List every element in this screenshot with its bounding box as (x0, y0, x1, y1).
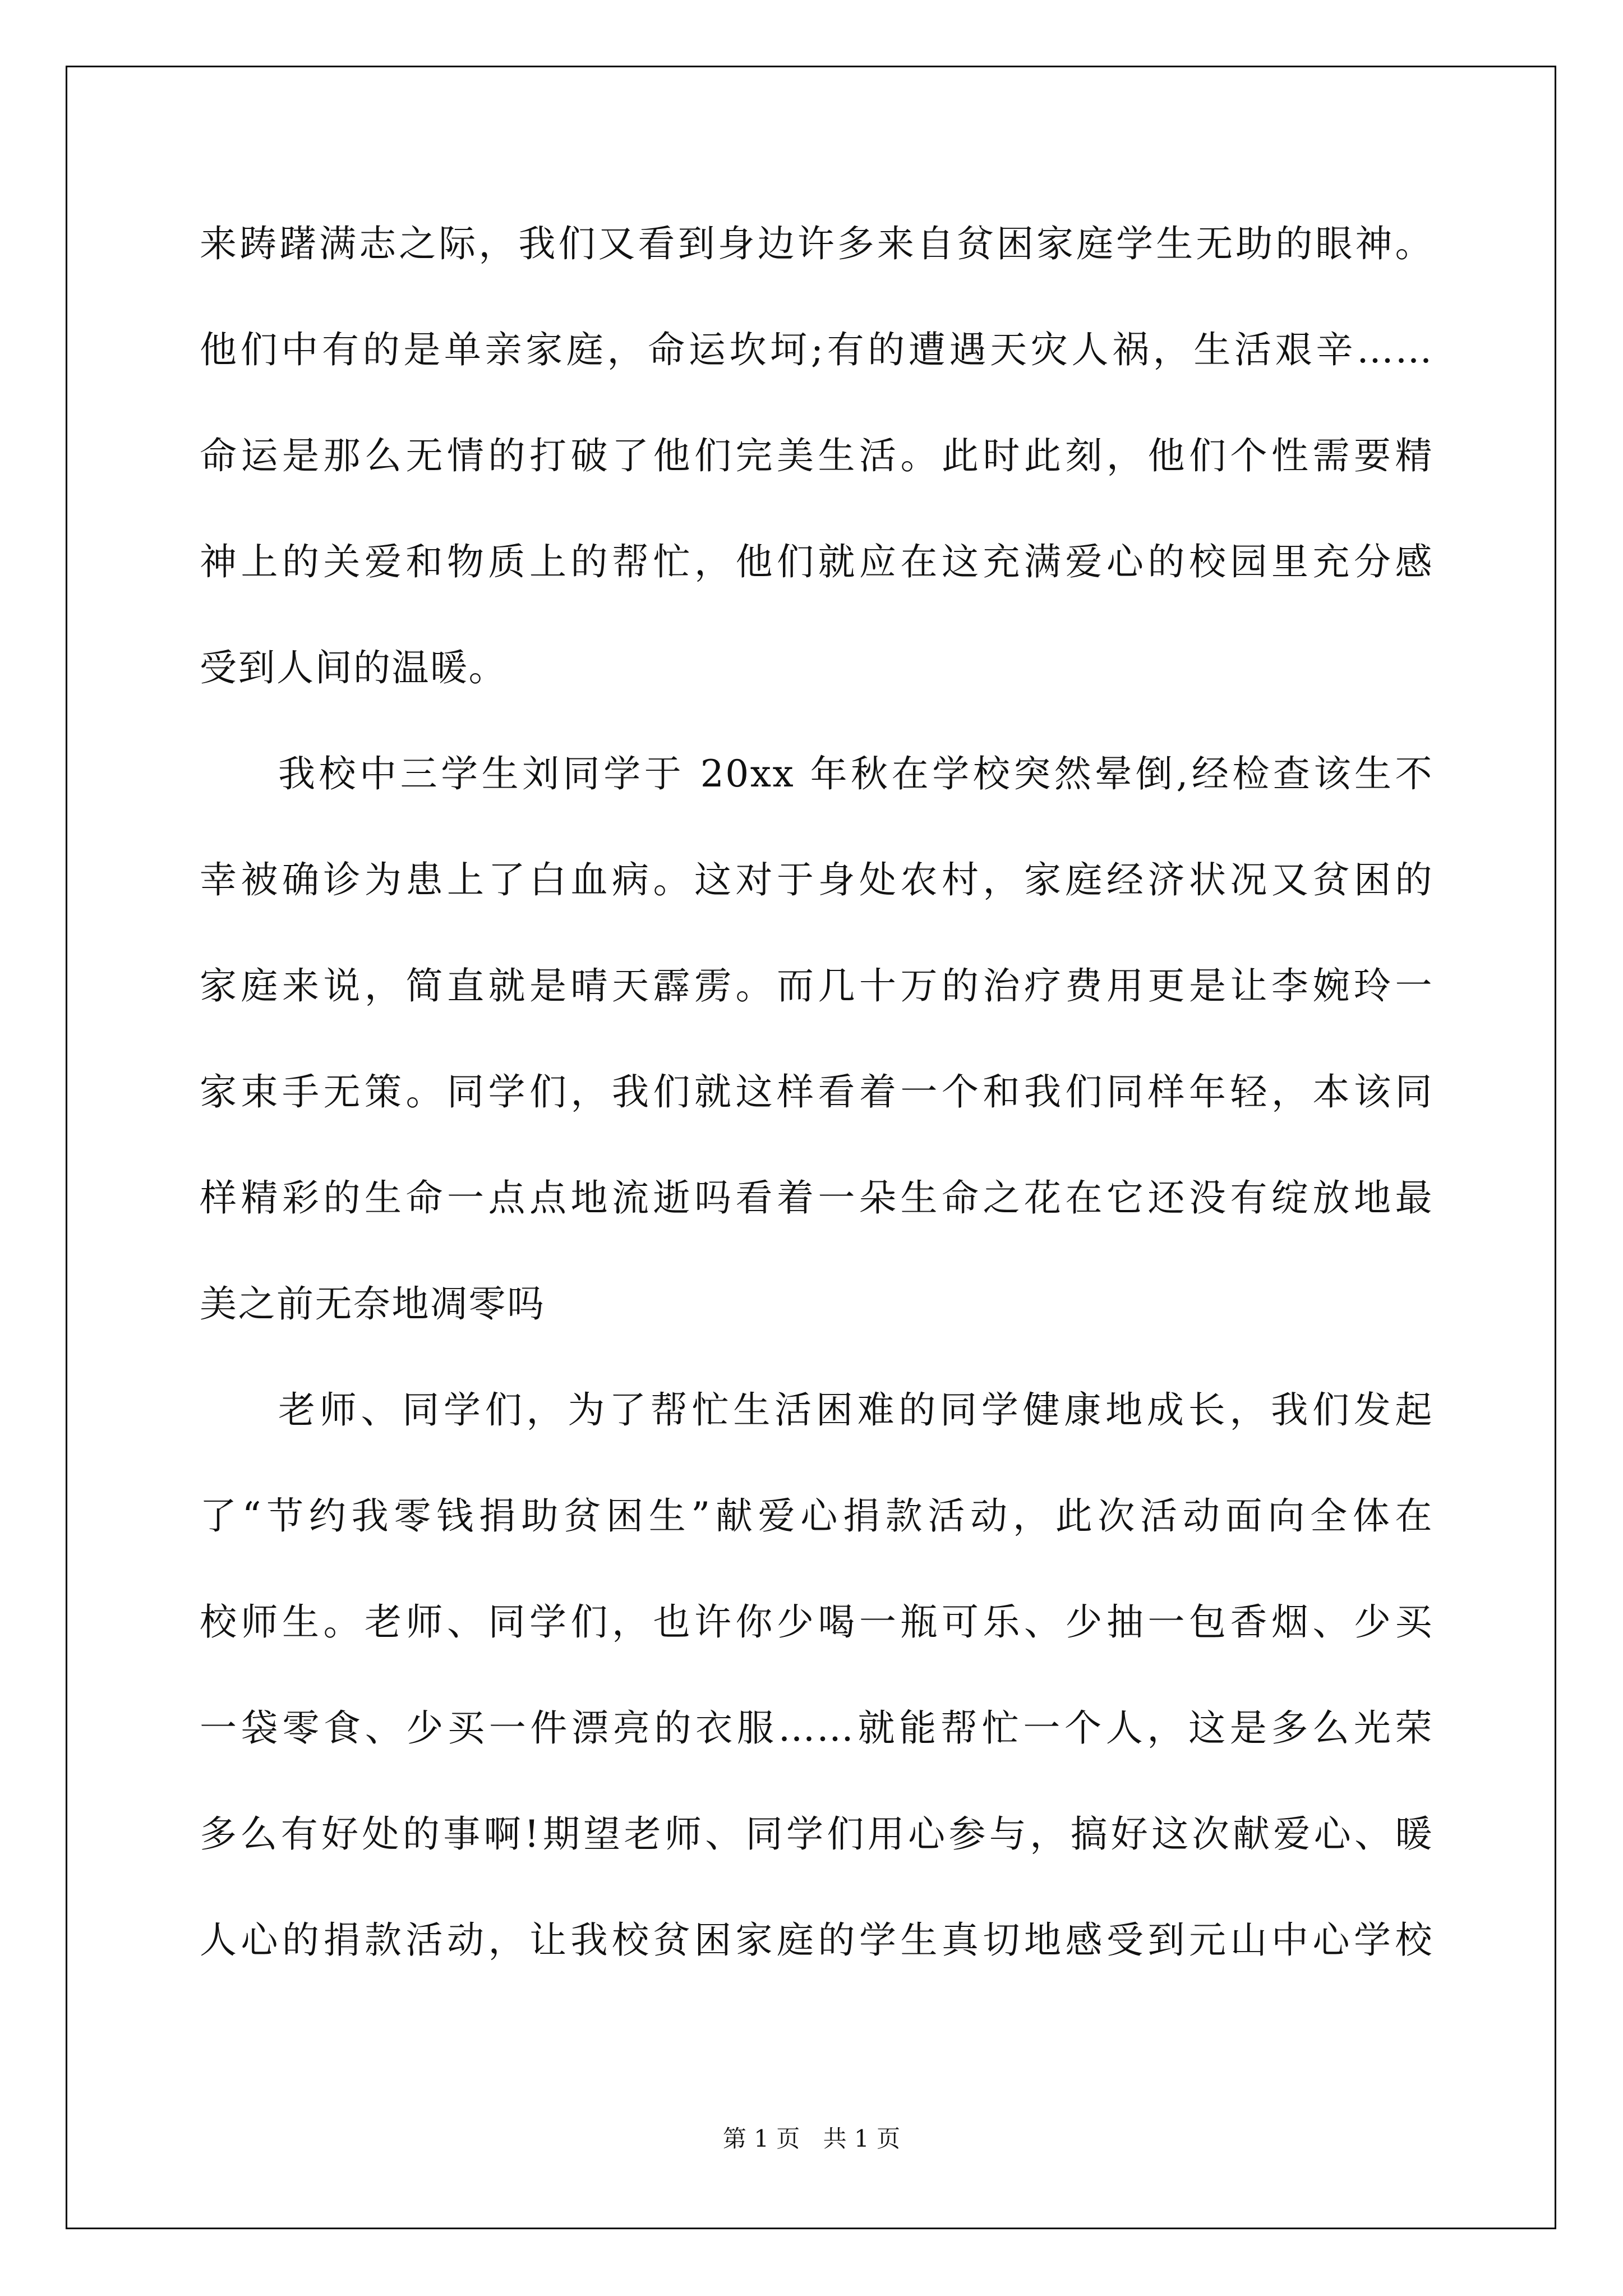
text-line: 神上的关爱和物质上的帮忙，他们就应在这充满爱心的校园里充分感 (200, 540, 1433, 583)
text-line: 幸被确诊为患上了白血病。这对于身处农村，家庭经济状况又贫困的 (200, 858, 1433, 901)
text-line: 校师生。老师、同学们，也许你少喝一瓶可乐、少抽一包香烟、少买 (200, 1600, 1433, 1644)
text-line: 美之前无奈地凋零吗 (200, 1282, 546, 1326)
text-line: 他们中有的是单亲家庭，命运坎坷;有的遭遇天灾人祸，生活艰辛…… (200, 328, 1433, 371)
text-line: 人心的捐款活动，让我校贫困家庭的学生真切地感受到元山中心学校 (200, 1918, 1433, 1962)
document-body (200, 191, 1433, 1993)
page-footer (0, 2120, 1623, 2154)
text-line: 样精彩的生命一点点地流逝吗看着一朵生命之花在它还没有绽放地最 (200, 1176, 1433, 1220)
page-total: 共 1 页 (823, 2125, 901, 2152)
text-line: 多么有好处的事啊!期望老师、同学们用心参与，搞好这次献爱心、暖 (200, 1812, 1433, 1856)
text-line: 家庭来说，简直就是晴天霹雳。而几十万的治疗费用更是让李婉玲一 (200, 964, 1433, 1007)
text-line: 受到人间的温暖。 (200, 646, 507, 689)
text-line: 来踌躇满志之际，我们又看到身边许多来自贫困家庭学生无助的眼神。 (200, 222, 1433, 265)
text-line: 我校中三学生刘同学于 20xx 年秋在学校突然晕倒,经检查该生不 (278, 752, 1433, 795)
text-line: 命运是那么无情的打破了他们完美生活。此时此刻，他们个性需要精 (200, 434, 1433, 477)
text-line: 一袋零食、少买一件漂亮的衣服……就能帮忙一个人，这是多么光荣 (200, 1706, 1433, 1750)
text-line: 老师、同学们，为了帮忙生活困难的同学健康地成长，我们发起 (278, 1388, 1433, 1432)
text-line: 家束手无策。同学们，我们就这样看着一个和我们同样年轻，本该同 (200, 1070, 1433, 1114)
text-line: 了“节约我零钱捐助贫困生”献爱心捐款活动，此次活动面向全体在 (200, 1494, 1433, 1538)
page-number: 第 1 页 (722, 2125, 800, 2152)
